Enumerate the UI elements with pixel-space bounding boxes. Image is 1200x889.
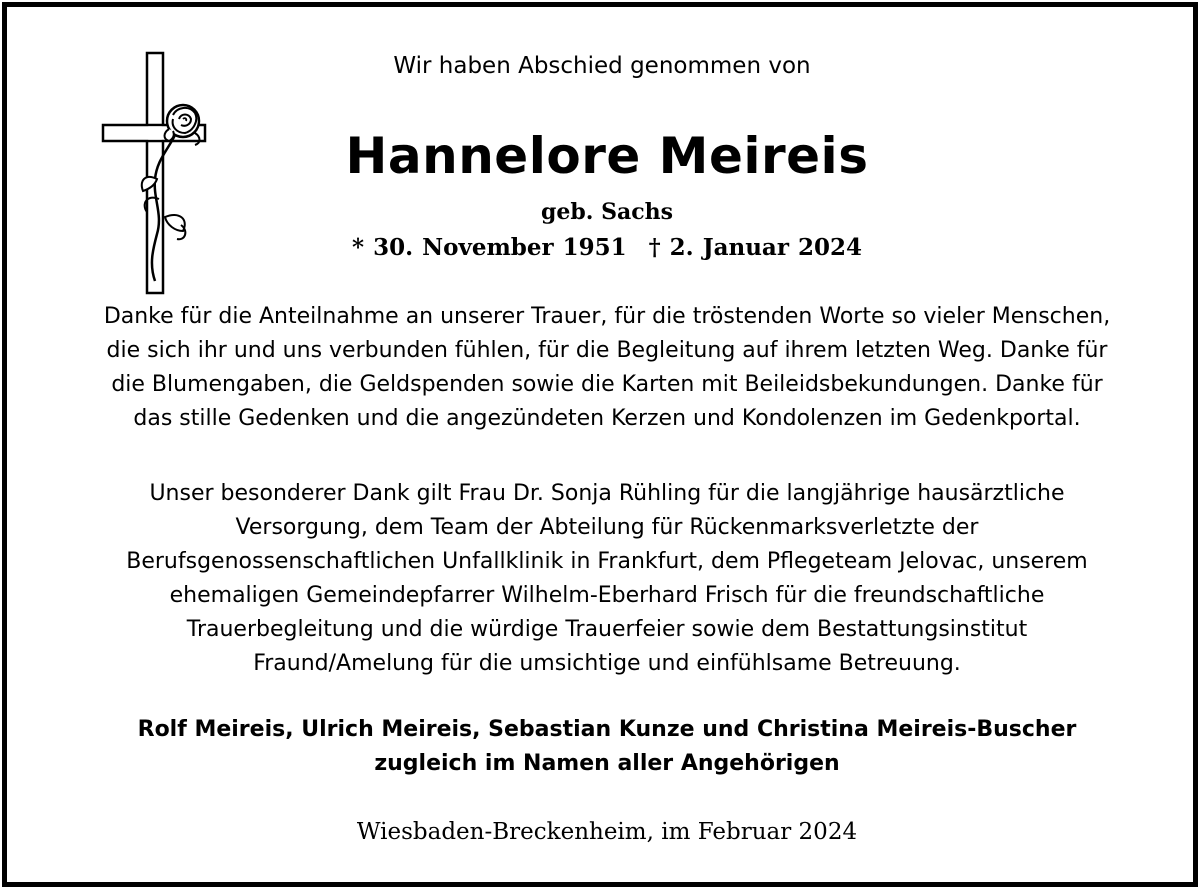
signers-block <box>47 713 1167 781</box>
life-dates <box>207 234 1007 261</box>
birth-date: * 30. November 1951 <box>352 234 627 261</box>
special-thanks-line: Versorgung, dem Team der Abteilung für Rückenmarksverletzte der <box>235 515 979 540</box>
signers-relatives: zugleich im Namen aller Angehörigen <box>374 751 840 776</box>
thanks-paragraph <box>47 300 1167 436</box>
special-thanks-line: ehemaligen Gemeindepfarrer Wilhelm-Eberhard Frisch für die freundschaftliche <box>169 583 1045 608</box>
thanks-line: die sich ihr und uns verbunden fühlen, für die Begleitung auf ihrem letzten Weg. Danke für <box>106 338 1108 363</box>
special-thanks-line: Trauerbegleitung und die würdige Trauerfeier sowie dem Bestattungsinstitut <box>186 617 1028 642</box>
special-thanks-paragraph <box>47 477 1167 681</box>
birth-name: geb. Sachs <box>541 199 673 225</box>
special-thanks-line: Berufsgenossenschaftlichen Unfallklinik in Frankfurt, dem Pflegeteam Jelovac, unserem <box>126 549 1088 574</box>
thanks-line: Danke für die Anteilnahme an unserer Trauer, für die tröstenden Worte so vieler Menschen, <box>103 304 1111 329</box>
special-thanks-line: Unser besonderer Dank gilt Frau Dr. Sonja Rühling für die langjährige hausärztliche <box>149 481 1065 506</box>
obituary-frame <box>2 2 1198 887</box>
thanks-line: die Blumengaben, die Geldspenden sowie die Karten mit Beileidsbekundungen. Danke für <box>111 372 1103 397</box>
place-and-date: Wiesbaden-Breckenheim, im Februar 2024 <box>356 819 858 845</box>
special-thanks-line: Fraund/Amelung für die umsichtige und einfühlsame Betreuung. <box>253 651 961 676</box>
death-date: † 2. Januar 2024 <box>648 234 862 261</box>
thanks-line: das stille Gedenken und die angezündeten Kerzen und Kondolenzen im Gedenkportal. <box>133 406 1081 431</box>
cross-with-rose-icon <box>97 49 207 297</box>
deceased-name: Hannelore Meireis <box>345 127 869 185</box>
intro-text: Wir haben Abschied genommen von <box>393 53 811 79</box>
signers-names: Rolf Meireis, Ulrich Meireis, Sebastian Kunze und Christina Meireis-Buscher <box>137 717 1077 742</box>
